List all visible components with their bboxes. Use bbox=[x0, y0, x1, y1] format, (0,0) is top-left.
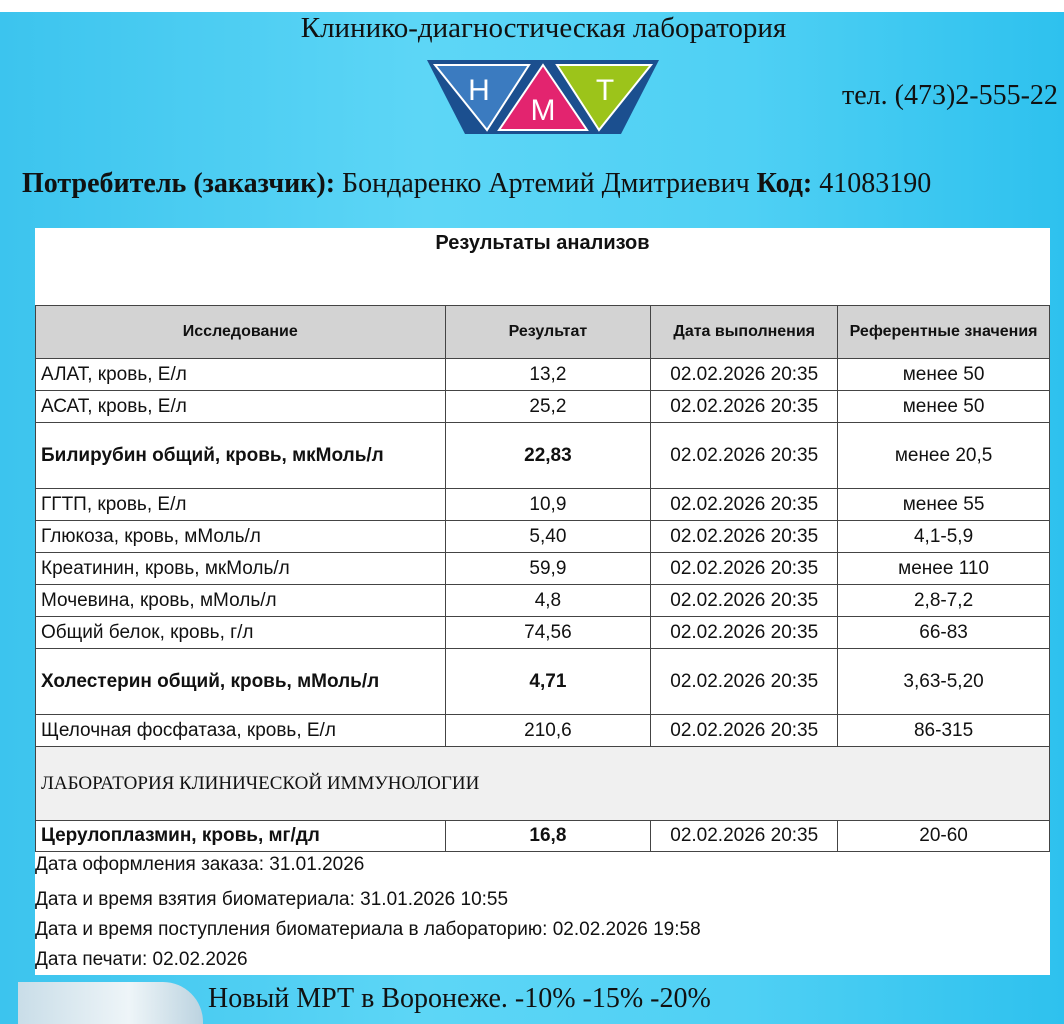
test-name: Холестерин общий, кровь, мМоль/л bbox=[36, 649, 446, 715]
reference-range: менее 55 bbox=[838, 489, 1050, 521]
lab-title: Клинико-диагностическая лаборатория bbox=[300, 12, 787, 44]
customer-name: Бондаренко Артемий Дмитриевич bbox=[342, 168, 750, 199]
results-table bbox=[35, 305, 1050, 852]
table-row bbox=[36, 821, 1050, 852]
reference-range: 3,63-5,20 bbox=[838, 649, 1050, 715]
table-row bbox=[36, 715, 1050, 747]
result-value: 10,9 bbox=[445, 489, 651, 521]
test-name: Глюкоза, кровь, мМоль/л bbox=[36, 521, 446, 553]
result-date: 02.02.2026 20:35 bbox=[651, 553, 838, 585]
test-name: Щелочная фосфатаза, кровь, Е/л bbox=[36, 715, 446, 747]
result-date: 02.02.2026 20:35 bbox=[651, 715, 838, 747]
result-date: 02.02.2026 20:35 bbox=[651, 521, 838, 553]
result-date: 02.02.2026 20:35 bbox=[651, 391, 838, 423]
order-date: Дата оформления заказа: 31.01.2026 bbox=[35, 854, 365, 875]
test-name: АЛАТ, кровь, Е/л bbox=[36, 359, 446, 391]
reference-range: менее 50 bbox=[838, 391, 1050, 423]
result-date: 02.02.2026 20:35 bbox=[651, 359, 838, 391]
logo-letter-m: М bbox=[530, 94, 556, 127]
table-row bbox=[36, 585, 1050, 617]
test-name: Креатинин, кровь, мкМоль/л bbox=[36, 553, 446, 585]
result-value: 5,40 bbox=[445, 521, 651, 553]
column-header: Дата выполнения bbox=[651, 306, 838, 359]
reference-range: 20-60 bbox=[838, 821, 1050, 852]
reference-range: 4,1-5,9 bbox=[838, 521, 1050, 553]
result-value: 74,56 bbox=[445, 617, 651, 649]
ad-mri-image[interactable] bbox=[18, 982, 203, 1024]
print-date: Дата печати: 02.02.2026 bbox=[35, 949, 248, 970]
table-row bbox=[36, 423, 1050, 489]
table-row bbox=[36, 391, 1050, 423]
result-date: 02.02.2026 20:35 bbox=[651, 489, 838, 521]
result-date: 02.02.2026 20:35 bbox=[651, 649, 838, 715]
column-header: Результат bbox=[445, 306, 651, 359]
table-row bbox=[36, 553, 1050, 585]
result-date: 02.02.2026 20:35 bbox=[651, 585, 838, 617]
column-header: Исследование bbox=[36, 306, 446, 359]
result-value: 210,6 bbox=[445, 715, 651, 747]
reference-range: менее 20,5 bbox=[838, 423, 1050, 489]
result-value: 25,2 bbox=[445, 391, 651, 423]
section-title: ЛАБОРАТОРИЯ КЛИНИЧЕСКОЙ ИММУНОЛОГИИ bbox=[36, 747, 1050, 821]
reference-range: менее 110 bbox=[838, 553, 1050, 585]
result-value: 59,9 bbox=[445, 553, 651, 585]
section-row bbox=[36, 747, 1050, 821]
code-label: Код: bbox=[756, 168, 813, 199]
test-name: Билирубин общий, кровь, мкМоль/л bbox=[36, 423, 446, 489]
reference-range: менее 50 bbox=[838, 359, 1050, 391]
results-panel bbox=[35, 228, 1050, 975]
test-name: Церулоплазмин, кровь, мг/дл bbox=[36, 821, 446, 852]
customer-line bbox=[22, 168, 931, 200]
result-value: 13,2 bbox=[445, 359, 651, 391]
sample-date: Дата и время взятия биоматериала: 31.01.2026 10:55 bbox=[35, 889, 509, 910]
customer-label: Потребитель (заказчик): bbox=[22, 168, 336, 199]
result-value: 22,83 bbox=[445, 423, 651, 489]
results-title: Результаты анализов bbox=[435, 232, 650, 254]
table-header-row bbox=[36, 306, 1050, 359]
result-date: 02.02.2026 20:35 bbox=[651, 821, 838, 852]
test-name: АСАТ, кровь, Е/л bbox=[36, 391, 446, 423]
customer-code: 41083190 bbox=[819, 168, 932, 199]
column-header: Референтные значения bbox=[838, 306, 1050, 359]
result-date: 02.02.2026 20:35 bbox=[651, 423, 838, 489]
result-date: 02.02.2026 20:35 bbox=[651, 617, 838, 649]
result-value: 4,71 bbox=[445, 649, 651, 715]
table-row bbox=[36, 649, 1050, 715]
test-name: ГГТП, кровь, Е/л bbox=[36, 489, 446, 521]
phone: тел. (473)2-555-22 bbox=[842, 80, 1058, 111]
table-row bbox=[36, 489, 1050, 521]
nmt-logo bbox=[425, 58, 661, 136]
logo-letter-n: Н bbox=[468, 74, 490, 107]
logo-letter-t: Т bbox=[595, 74, 615, 107]
table-row bbox=[36, 617, 1050, 649]
table-row bbox=[36, 521, 1050, 553]
test-name: Мочевина, кровь, мМоль/л bbox=[36, 585, 446, 617]
reference-range: 2,8-7,2 bbox=[838, 585, 1050, 617]
ad-banner-text[interactable]: Новый МРТ в Воронеже. -10% -15% -20% bbox=[208, 983, 711, 1014]
reference-range: 86-315 bbox=[838, 715, 1050, 747]
result-value: 4,8 bbox=[445, 585, 651, 617]
table-row bbox=[36, 359, 1050, 391]
receipt-date: Дата и время поступления биоматериала в лабораторию: 02.02.2026 19:58 bbox=[35, 919, 701, 940]
test-name: Общий белок, кровь, г/л bbox=[36, 617, 446, 649]
result-value: 16,8 bbox=[445, 821, 651, 852]
reference-range: 66-83 bbox=[838, 617, 1050, 649]
